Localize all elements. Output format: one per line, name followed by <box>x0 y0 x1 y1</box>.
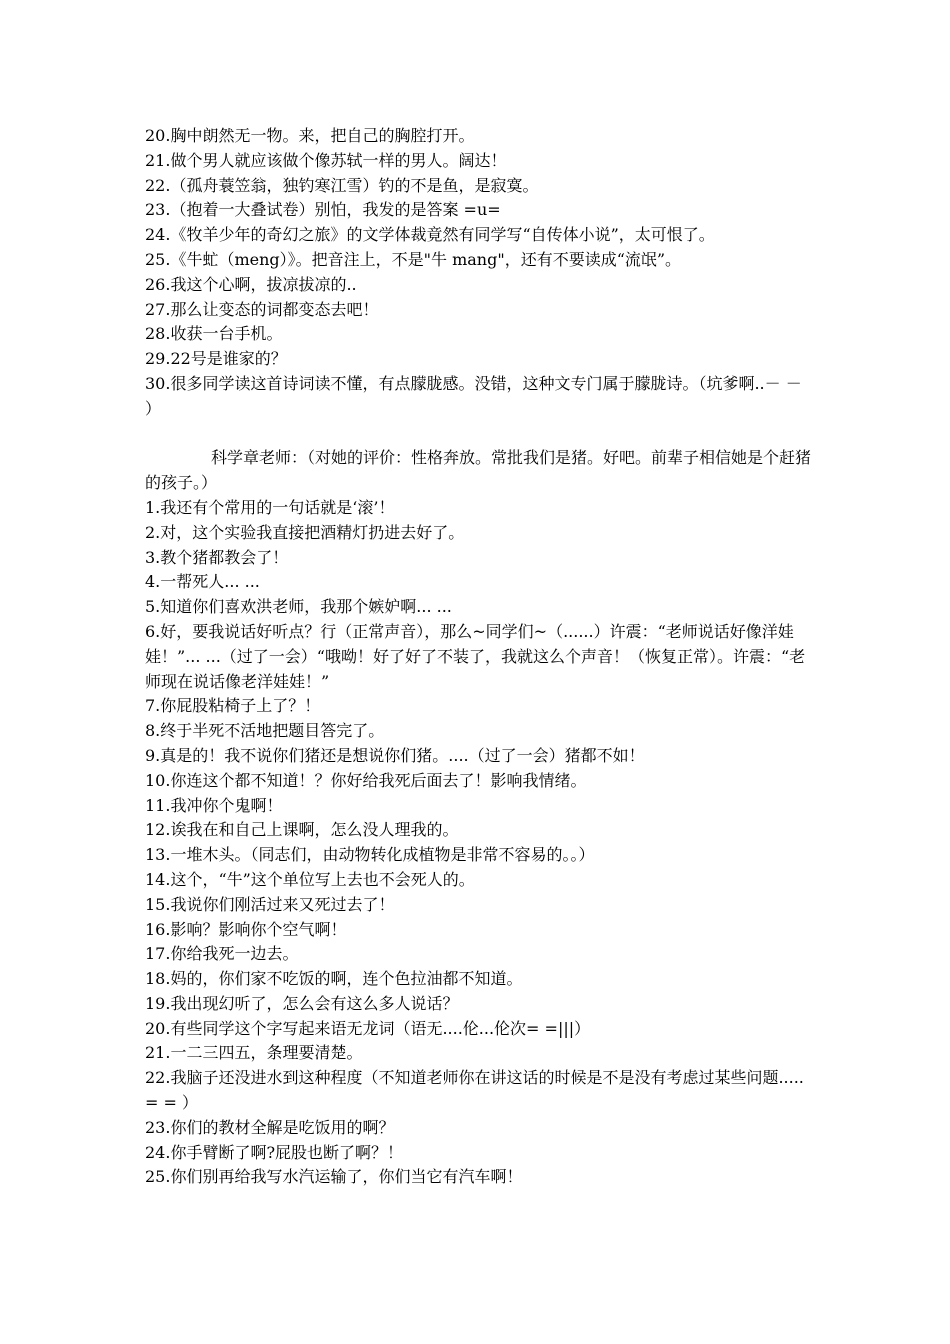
list-item: 24.你手臂断了啊?屁股也断了啊？！ <box>145 1142 404 1162</box>
list-item: 22.（孤舟蓑笠翁，独钓寒江雪）钓的不是鱼，是寂寞。 <box>145 175 539 195</box>
list-item: 10.你连这个都不知道！？你好给我死后面去了！影响我情绪。 <box>145 770 587 790</box>
list-item: 29.22号是谁家的？ <box>145 349 287 369</box>
list-item: 12.诶我在和自己上课啊，怎么没人理我的。 <box>145 820 459 840</box>
list-item: 21.做个男人就应该做个像苏轼一样的男人。阔达！ <box>145 150 507 170</box>
list-item: 27.那么让变态的词都变态去吧！ <box>145 299 379 319</box>
list-item: 20.有些同学这个字写起来语无龙词（语无....伦...伦次= =|||） <box>145 1018 591 1038</box>
section-intro: 科学章老师：（对她的评价：性格奔放。常批我们是猪。好吧。前辈子相信她是个赶猪的孩子。） <box>145 448 812 493</box>
list-item: 1.我还有个常用的一句话就是‘滚’！ <box>145 497 395 517</box>
list-item: 18.妈的，你们家不吃饭的啊，连个色拉油都不知道。 <box>145 969 523 989</box>
list-item: 13.一堆木头。（同志们，由动物转化成植物是非常不容易的。。） <box>145 845 595 865</box>
list-item: 28.收获一台手机。 <box>145 324 283 344</box>
list-item: 20.胸中朗然无一物。来，把自己的胸腔打开。 <box>145 126 475 145</box>
list-item: 16.影响？影响你个空气啊！ <box>145 919 347 939</box>
list-item: 5.知道你们喜欢洪老师，我那个嫉妒啊... ... <box>145 597 452 617</box>
list-item: 3.教个猪都教会了！ <box>145 547 289 567</box>
list-item: 23.（抱着一大叠试卷）别怕，我发的是答案 =u= <box>145 200 501 220</box>
list-item: 22.我脑子还没进水到这种程度（不知道老师你在讲这话的时候是不是没有考虑过某些问题.....= = ） <box>145 1068 804 1113</box>
list-item: 25.你们别再给我写水汽运输了，你们当它有汽车啊！ <box>145 1167 523 1187</box>
list-item: 7.你屁股粘椅子上了？！ <box>145 696 321 716</box>
list-item: 25.《牛虻（meng）》。把音注上，不是"牛 mang"，还有不要读成“流氓”。 <box>145 249 682 269</box>
list-item: 9.真是的！我不说你们猪还是想说你们猪。....（过了一会）猪都不如！ <box>145 745 645 765</box>
list-item: 4.一帮死人... ... <box>145 572 260 592</box>
list-item: 30.很多同学读这首诗词读不懂，有点朦胧感。没错，这种文专门属于朦胧诗。（坑爹啊..－ － ） <box>145 373 802 418</box>
list-item: 2.对，这个实验我直接把酒精灯扔进去好了。 <box>145 522 465 542</box>
list-item: 24.《牧羊少年的奇幻之旅》的文学体裁竟然有同学写“自传体小说”，太可恨了。 <box>145 225 715 245</box>
list-item: 15.我说你们刚活过来又死过去了！ <box>145 894 395 914</box>
section-quotes-2 <box>145 446 813 1190</box>
list-item: 17.你给我死一边去。 <box>145 944 299 964</box>
list-item: 6.好，要我说话好听点？行（正常声音），那么~同学们~（......）许震：“老师说话好像洋娃娃！”... ...（过了一会）“哦呦！好了好了不装了，我就这么个声音！（恢复正常）。许震：“老师现在说话像老洋娃娃！” <box>145 621 806 691</box>
list-item: 14.这个，“牛”这个单位写上去也不会死人的。 <box>145 869 475 889</box>
list-item: 8.终于半死不活地把题目答完了。 <box>145 721 385 741</box>
list-item: 11.我冲你个鬼啊！ <box>145 795 283 815</box>
list-item: 26.我这个心啊，拔凉拔凉的.. <box>145 274 357 294</box>
list-item: 21.一二三四五，条理要清楚。 <box>145 1043 363 1063</box>
list-item: 19.我出现幻听了，怎么会有这么多人说话？ <box>145 993 459 1013</box>
document-page <box>145 124 813 1190</box>
section-quotes-1 <box>145 124 813 422</box>
paragraph-spacer <box>145 422 813 447</box>
list-item: 23.你们的教材全解是吃饭用的啊？ <box>145 1117 395 1137</box>
